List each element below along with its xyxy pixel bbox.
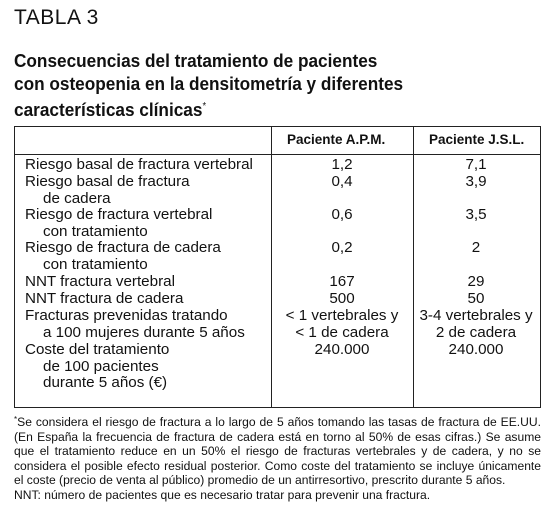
cell-apm-line: 1,2 <box>331 156 353 173</box>
cell-jsl <box>406 207 546 224</box>
row-label <box>25 157 269 174</box>
cell-jsl <box>406 240 546 257</box>
row-label-line: Riesgo basal de fractura vertebral <box>25 156 253 173</box>
cell-apm <box>262 308 422 341</box>
row-label-line: durante 5 años (€) <box>43 374 168 391</box>
row-label-line: NNT fractura vertebral <box>25 273 175 290</box>
cell-jsl-line: 2 <box>471 239 481 256</box>
row-label <box>25 207 269 240</box>
cell-apm-line: < 1 vertebrales y <box>285 307 399 324</box>
cell-apm <box>262 174 422 191</box>
column-header-apm: Paciente A.P.M. <box>287 132 386 147</box>
footnote <box>14 413 541 488</box>
cell-apm-line: 0,6 <box>331 206 353 223</box>
cell-apm-line: < 1 de cadera <box>295 323 389 341</box>
row-label <box>25 291 269 308</box>
row-label-line: con tratamiento <box>43 222 148 240</box>
table-number: TABLA 3 <box>14 6 99 29</box>
cell-apm-line: 167 <box>329 273 355 290</box>
footnote-text: Se considera el riesgo de fractura a lo largo de 5 años tomando las tasas de fractura de EE.UU. (En España la frecuencia de fractura de cadera está en torno al 50% de esas cifras.) Se asume que el tratamiento reduce en un 50% el riesgo de fracturas vertebrales y de cadera, y no se considera el posible efecto residual posterior. Como coste del tratamiento se incluye únicamente el coste (precio de venta al público) promedio de un antirresortivo, prescrito durante 5 años. <box>14 415 541 488</box>
title-line: con osteopenia en la densitometría y diferentes <box>14 73 404 94</box>
cell-jsl <box>406 342 546 359</box>
title-line <box>14 95 507 121</box>
cell-jsl <box>406 174 546 191</box>
title-line-text: características clínicas <box>14 99 203 120</box>
header-divider <box>15 154 540 155</box>
cell-apm-line: 0,4 <box>331 173 353 190</box>
cell-jsl-line: 29 <box>467 273 485 290</box>
title-footnote-marker: * <box>202 101 207 112</box>
table-title <box>14 49 507 121</box>
row-label-line: NNT fractura de cadera <box>25 290 184 307</box>
row-label <box>25 274 269 291</box>
data-table <box>14 126 541 408</box>
row-label <box>25 174 269 207</box>
row-label-line: Riesgo basal de fractura <box>25 173 190 190</box>
row-label-line: de 100 pacientes <box>43 357 159 375</box>
cell-jsl-line: 7,1 <box>465 156 487 173</box>
cell-apm <box>262 274 422 291</box>
row-label-line: Riesgo de fractura vertebral <box>25 206 213 223</box>
cell-apm <box>262 157 422 174</box>
cell-apm <box>262 342 422 359</box>
cell-apm-line: 240.000 <box>314 341 370 358</box>
cell-apm <box>262 207 422 224</box>
cell-jsl <box>406 308 546 341</box>
cell-jsl-line: 240.000 <box>448 341 504 358</box>
row-label <box>25 308 269 341</box>
cell-jsl-line: 2 de cadera <box>435 323 517 341</box>
row-label-line: de cadera <box>43 189 111 207</box>
cell-apm-line: 0,2 <box>331 239 353 256</box>
cell-jsl <box>406 274 546 291</box>
table-notes <box>14 413 541 503</box>
title-line: Consecuencias del tratamiento de pacientes <box>14 50 378 71</box>
cell-jsl <box>406 291 546 308</box>
cell-apm-line: 500 <box>329 290 355 307</box>
row-label-line: Riesgo de fractura de cadera <box>25 239 221 256</box>
row-label <box>25 342 269 392</box>
row-label-line: Fracturas prevenidas tratando <box>25 307 228 324</box>
nnt-definition: NNT: número de pacientes que es necesario tratar para prevenir una fractura. <box>14 487 431 502</box>
row-label-line: a 100 mujeres durante 5 años <box>43 323 245 341</box>
footnote-marker: * <box>14 415 18 424</box>
row-label-line: con tratamiento <box>43 255 148 273</box>
row-label-line: Coste del tratamiento <box>25 341 170 358</box>
cell-jsl-line: 3,9 <box>465 173 487 190</box>
cell-apm <box>262 291 422 308</box>
column-header-jsl: Paciente J.S.L. <box>429 132 525 147</box>
cell-jsl-line: 3-4 vertebrales y <box>419 307 533 324</box>
row-label <box>25 240 269 273</box>
cell-apm <box>262 240 422 257</box>
cell-jsl-line: 50 <box>467 290 485 307</box>
cell-jsl <box>406 157 546 174</box>
cell-jsl-line: 3,5 <box>465 206 487 223</box>
